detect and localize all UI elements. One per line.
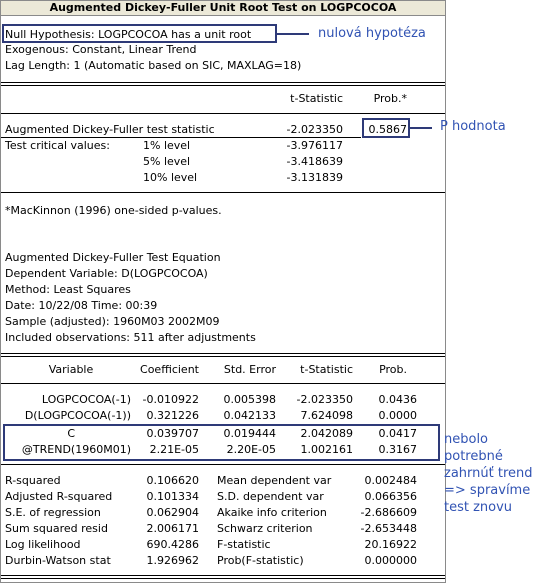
trend-annotation-line-5: test znovu — [444, 500, 513, 515]
stat-value-10: 20.16922 — [364, 538, 417, 551]
stat-value-2: 0.002484 — [364, 474, 417, 487]
stat-value-11: 1.926962 — [146, 554, 199, 567]
coef-var-4: @TREND(1960M01) — [21, 443, 131, 456]
critical-values-label: Test critical values: — [5, 139, 110, 152]
equation-title: Augmented Dickey-Fuller Test Equation — [5, 251, 221, 264]
coef-stderr-3: 0.019444 — [223, 427, 276, 440]
coef-prob-3: 0.0417 — [378, 427, 417, 440]
null-hypothesis-annotation: nulová hypotéza — [318, 26, 426, 41]
coef-tstat-2: 7.624098 — [300, 409, 353, 422]
coef-var-3: C — [67, 427, 75, 440]
divider — [1, 192, 445, 193]
coef-value-4: 2.21E-05 — [149, 443, 199, 456]
p-value-highlight — [362, 118, 410, 138]
coef-header-std-error: Std. Error — [223, 363, 276, 376]
null-hypothesis-highlight — [2, 24, 277, 43]
coef-header-coefficient: Coefficient — [140, 363, 199, 376]
coef-stderr-2: 0.042133 — [223, 409, 276, 422]
coef-value-2: 0.321226 — [146, 409, 199, 422]
adf-prob-value: 0.5867 — [368, 123, 407, 136]
crit-value-1: -3.976117 — [286, 139, 343, 152]
stat-value-9: 690.4286 — [146, 538, 199, 551]
mackinnon-footnote: *MacKinnon (1996) one-sided p-values. — [5, 204, 222, 217]
coef-stderr-4: 2.20E-05 — [226, 443, 276, 456]
stat-label-10: F-statistic — [217, 538, 271, 551]
col-header-tstat: t-Statistic — [290, 92, 343, 105]
crit-value-10: -3.131839 — [286, 171, 343, 184]
crit-level-5: 5% level — [143, 155, 191, 168]
sample-text: Sample (adjusted): 1960M03 2002M09 — [5, 315, 220, 328]
divider — [1, 575, 445, 579]
crit-value-5: -3.418639 — [286, 155, 343, 168]
coef-value-3: 0.039707 — [146, 427, 199, 440]
stat-label-9: Log likelihood — [5, 538, 81, 551]
trend-annotation-line-4: => spravíme — [444, 483, 531, 498]
adf-statistic-label: Augmented Dickey-Fuller test statistic — [5, 123, 215, 136]
lag-length-text: Lag Length: 1 (Automatic based on SIC, MAXLAG=18) — [5, 59, 302, 72]
p-value-annotation: P hodnota — [440, 119, 506, 134]
stat-value-7: 2.006171 — [146, 522, 199, 535]
coef-var-2: D(LOGPCOCOA(-1)) — [24, 409, 131, 422]
coef-tstat-1: -2.023350 — [296, 393, 353, 406]
coef-stderr-1: 0.005398 — [223, 393, 276, 406]
stat-label-1: R-squared — [5, 474, 61, 487]
divider — [1, 113, 445, 114]
coef-prob-4: 0.3167 — [378, 443, 417, 456]
coef-header-tstat: t-Statistic — [300, 363, 353, 376]
null-hypothesis-connector — [277, 33, 309, 35]
trend-annotation-line-3: zahrnúť trend — [444, 466, 533, 481]
stat-label-7: Sum squared resid — [5, 522, 108, 535]
exogenous-text: Exogenous: Constant, Linear Trend — [5, 43, 197, 56]
stat-value-8: -2.653448 — [360, 522, 417, 535]
stat-label-2: Mean dependent var — [217, 474, 332, 487]
stat-value-4: 0.066356 — [364, 490, 417, 503]
adf-tstat-value: -2.023350 — [286, 123, 343, 136]
stat-label-11: Durbin-Watson stat — [5, 554, 111, 567]
coef-tstat-4: 1.002161 — [300, 443, 353, 456]
stat-value-12: 0.000000 — [364, 554, 417, 567]
divider — [1, 383, 445, 384]
observations-text: Included observations: 511 after adjustments — [5, 331, 256, 344]
coef-prob-2: 0.0000 — [378, 409, 417, 422]
method-text: Method: Least Squares — [5, 283, 131, 296]
coef-prob-1: 0.0436 — [378, 393, 417, 406]
coef-header-variable: Variable — [48, 363, 94, 376]
divider — [1, 464, 445, 465]
stat-label-12: Prob(F-statistic) — [217, 554, 304, 567]
window-title: Augmented Dickey-Fuller Unit Root Test on LOGPCOCOA — [1, 1, 445, 16]
trend-annotation-line-2: potrebné — [444, 449, 503, 464]
date-time-text: Date: 10/22/08 Time: 00:39 — [5, 299, 158, 312]
crit-level-10: 10% level — [143, 171, 198, 184]
coef-header-prob: Prob. — [379, 363, 407, 376]
coef-var-1: LOGPCOCOA(-1) — [41, 393, 131, 406]
col-header-prob: Prob.* — [373, 92, 407, 105]
trend-rows-highlight — [3, 424, 440, 461]
stat-value-3: 0.101334 — [146, 490, 199, 503]
null-hypothesis-text: Null Hypothesis: LOGPCOCOA has a unit root — [5, 28, 252, 41]
stat-value-5: 0.062904 — [146, 506, 199, 519]
coef-tstat-3: 2.042089 — [300, 427, 353, 440]
crit-level-1: 1% level — [143, 139, 191, 152]
stat-label-8: Schwarz criterion — [217, 522, 313, 535]
coef-value-1: -0.010922 — [142, 393, 199, 406]
stat-value-6: -2.686609 — [360, 506, 417, 519]
divider — [1, 353, 445, 357]
stat-value-1: 0.106620 — [146, 474, 199, 487]
stat-label-6: Akaike info criterion — [217, 506, 327, 519]
stat-label-5: S.E. of regression — [5, 506, 101, 519]
divider — [1, 82, 445, 86]
dependent-variable: Dependent Variable: D(LOGPCOCOA) — [5, 267, 208, 280]
p-value-connector — [410, 127, 432, 129]
stat-label-3: Adjusted R-squared — [5, 490, 113, 503]
trend-annotation-line-1: nebolo — [444, 432, 489, 447]
stat-label-4: S.D. dependent var — [217, 490, 324, 503]
divider — [1, 137, 361, 138]
